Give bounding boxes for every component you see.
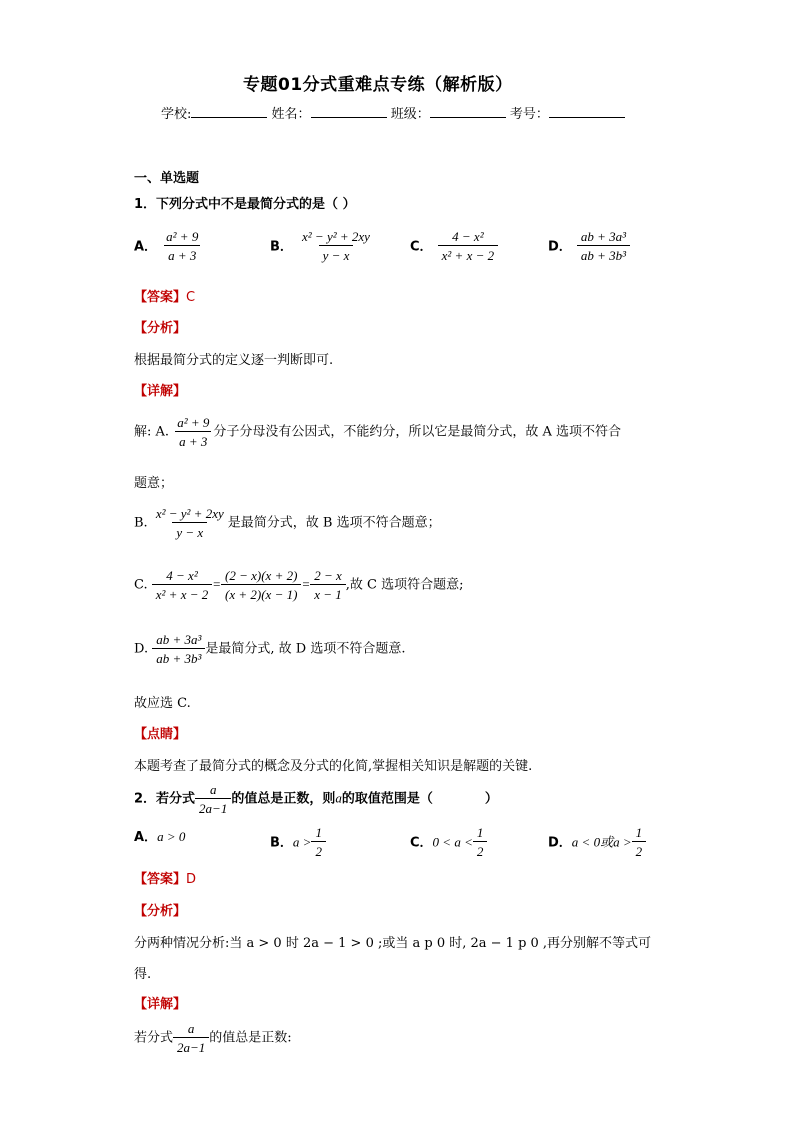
student-info-line (161, 103, 625, 122)
fraction: $\frac{2 - x}{x - 1}$ (310, 569, 346, 601)
question-1-conclusion: 故应选 C. (134, 696, 191, 711)
question-1-detail-d: D. $\frac{\text{ab + 3a³}}{\text{ab + 3b³}}$ 是最简分式, 故 D 选项不符合题意. (134, 632, 406, 666)
fraction: $\frac{\text{x² − y² + 2xy}}{y - x}$ (302, 229, 370, 263)
section-heading: 一、单选题 (134, 171, 200, 186)
fraction: $\frac{\text{4 − x²}}{\text{x² + x − 2}}$ (152, 569, 212, 601)
document-title: 专题01分式重难点专练（解析版） (243, 75, 513, 95)
fraction: $\frac{a}{2a-1}$ (173, 1022, 209, 1054)
fraction: $\frac{\text{a² + 9}}{a + 3}$ (162, 230, 202, 262)
fraction: $\frac{1}{2}$ (311, 826, 326, 858)
question-2-analysis-line2: 得. (134, 967, 152, 982)
fraction: $\frac{\text{x² − y² + 2xy}}{y - x}$ (155, 506, 224, 540)
question-2-option-c: C．0 < a < $\frac{1}{2}$ (410, 826, 487, 858)
fraction: $\frac{(2 - x)(x + 2)}{(x + 2)(x - 1)}$ (221, 569, 301, 601)
fraction: $\frac{1}{2}$ (473, 826, 488, 858)
question-1-analysis-tag: 【分析】 (134, 321, 187, 336)
question-2-analysis-line1: 分两种情况分析:当 a > 0 时 2a − 1 > 0 ;或当 a p 0 时, 2a − 1 p 0 ,再分别解不等式可 (134, 936, 652, 951)
question-1-comment: 本题考查了最简分式的概念及分式的化简,掌握相关知识是解题的关键. (134, 759, 533, 774)
question-2-option-d: D．a < 0或a > $\frac{1}{2}$ (548, 826, 646, 858)
question-1-detail-a: 解: A. $\frac{\text{a² + 9}}{a + 3}$ 分子分母没有公因式，不能约分，所以它是最简分式，故 A 选项不符合 (134, 415, 622, 449)
question-2-option-a: A．a > 0 (134, 829, 186, 845)
question-1-detail-b: B. $\frac{\text{x² − y² + 2xy}}{y - x}$ 是最简分式，故 B 选项不符合题意； (134, 506, 441, 540)
name-label: 姓名： (271, 107, 311, 122)
question-1-option-d: D． $\frac{\text{ab + 3a³}}{\text{ab + 3b³}}$ (548, 230, 630, 262)
question-2-option-b: B．a > $\frac{1}{2}$ (270, 826, 326, 858)
question-1-answer: 【答案】C (134, 290, 196, 305)
class-label: 班级： (390, 107, 430, 122)
question-2-analysis-tag: 【分析】 (134, 904, 187, 919)
fraction: $\frac{a}{2a-1}$ (195, 783, 231, 815)
fraction: $\frac{\text{4 − x²}}{\text{x² + x − 2}}$ (438, 230, 498, 262)
question-1-option-a: A． $\frac{\text{a² + 9}}{a + 3}$ (134, 230, 202, 262)
class-blank[interactable] (430, 105, 506, 118)
question-1-option-b: B． $\frac{\text{x² − y² + 2xy}}{y - x}$ (270, 230, 374, 262)
question-1-analysis: 根据最简分式的定义逐一判断即可. (134, 353, 334, 368)
question-1-detail-a-cont: 题意； (134, 476, 174, 491)
number-blank[interactable] (549, 105, 625, 118)
fraction: $\frac{\text{ab + 3a³}}{\text{ab + 3b³}}$ (577, 230, 630, 262)
question-1-detail-tag: 【详解】 (134, 384, 187, 399)
fraction: $\frac{\text{ab + 3a³}}{\text{ab + 3b³}}$ (152, 633, 205, 665)
fraction: $\frac{1}{2}$ (632, 826, 647, 858)
question-2-detail-tag: 【详解】 (134, 997, 187, 1012)
fraction: $\frac{\text{a² + 9}}{a + 3}$ (173, 416, 213, 448)
question-1-stem: 1．下列分式中不是最简分式的是（ ） (134, 197, 356, 212)
question-1-comment-tag: 【点睛】 (134, 727, 187, 742)
question-1-option-c: C． $\frac{\text{4 − x²}}{\text{x² + x − 2}}$ (410, 230, 498, 262)
school-label: 学校: (161, 107, 192, 122)
question-2-detail: 若分式 $\frac{a}{2a-1}$ 的值总是正数: (134, 1021, 292, 1055)
question-2-answer: 【答案】D (134, 872, 197, 887)
name-blank[interactable] (311, 105, 387, 118)
question-2-stem: 2．若分式 $\frac{a}{2a-1}$ 的值总是正数，则a的取值范围是（ ） (134, 782, 498, 816)
school-blank[interactable] (191, 105, 267, 118)
number-label: 考号： (509, 107, 549, 122)
question-1-detail-c: C. $\frac{\text{4 − x²}}{\text{x² + x − 2}}$ = $\frac{(2 - x)(x + 2)}{(x + 2)(x - 1)}$ = $\frac{2 - x}{x - 1}$ ,故 C 选项符合题意; (134, 568, 464, 602)
